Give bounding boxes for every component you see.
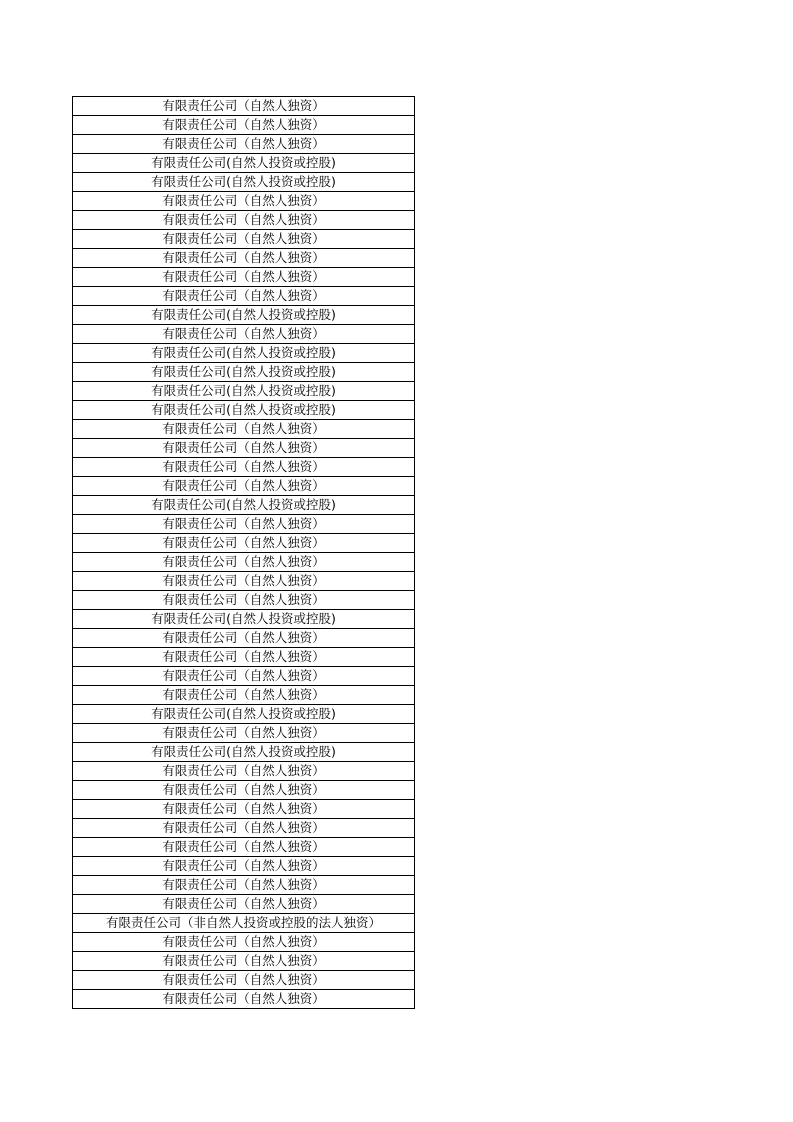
company-type-cell[interactable]: 有限责任公司（自然人独资） <box>73 515 415 534</box>
company-type-cell[interactable]: 有限责任公司（自然人独资） <box>73 876 415 895</box>
table-row <box>73 306 415 325</box>
company-type-cell[interactable]: 有限责任公司（自然人独资） <box>73 211 415 230</box>
company-type-cell[interactable]: 有限责任公司（自然人独资） <box>73 268 415 287</box>
company-type-cell[interactable]: 有限责任公司（自然人独资） <box>73 857 415 876</box>
company-type-cell[interactable]: 有限责任公司（自然人独资） <box>73 458 415 477</box>
company-type-cell[interactable]: 有限责任公司(自然人投资或控股) <box>73 705 415 724</box>
table-row <box>73 819 415 838</box>
company-type-cell[interactable]: 有限责任公司（自然人独资） <box>73 553 415 572</box>
table-row <box>73 762 415 781</box>
company-type-cell[interactable]: 有限责任公司（自然人独资） <box>73 325 415 344</box>
table-row <box>73 553 415 572</box>
company-type-cell[interactable]: 有限责任公司（自然人独资） <box>73 572 415 591</box>
company-type-cell[interactable]: 有限责任公司（自然人独资） <box>73 800 415 819</box>
table-row <box>73 496 415 515</box>
company-type-cell[interactable]: 有限责任公司（自然人独资） <box>73 990 415 1009</box>
table-row <box>73 667 415 686</box>
table-row <box>73 629 415 648</box>
table-row <box>73 686 415 705</box>
table-row <box>73 97 415 116</box>
table-row <box>73 781 415 800</box>
company-type-cell[interactable]: 有限责任公司（自然人独资） <box>73 116 415 135</box>
company-type-cell[interactable]: 有限责任公司（自然人独资） <box>73 420 415 439</box>
company-type-cell[interactable]: 有限责任公司（自然人独资） <box>73 135 415 154</box>
table-row <box>73 572 415 591</box>
company-type-cell[interactable]: 有限责任公司（自然人独资） <box>73 477 415 496</box>
company-type-cell[interactable]: 有限责任公司（自然人独资） <box>73 971 415 990</box>
company-type-cell[interactable]: 有限责任公司（自然人独资） <box>73 439 415 458</box>
table-row <box>73 344 415 363</box>
company-type-cell[interactable]: 有限责任公司(自然人投资或控股) <box>73 154 415 173</box>
table-row <box>73 458 415 477</box>
company-type-cell[interactable]: 有限责任公司（非自然人投资或控股的法人独资） <box>73 914 415 933</box>
table-row <box>73 382 415 401</box>
company-type-cell[interactable]: 有限责任公司（自然人独资） <box>73 724 415 743</box>
table-row <box>73 705 415 724</box>
company-type-cell[interactable]: 有限责任公司（自然人独资） <box>73 819 415 838</box>
table-body <box>73 97 415 1009</box>
table-row <box>73 192 415 211</box>
table-row <box>73 439 415 458</box>
company-type-cell[interactable]: 有限责任公司（自然人独资） <box>73 933 415 952</box>
company-type-table <box>72 96 415 1009</box>
table-row <box>73 420 415 439</box>
company-type-cell[interactable]: 有限责任公司（自然人独资） <box>73 895 415 914</box>
table-row <box>73 952 415 971</box>
company-type-cell[interactable]: 有限责任公司（自然人独资） <box>73 686 415 705</box>
company-type-cell[interactable]: 有限责任公司(自然人投资或控股) <box>73 496 415 515</box>
table-row <box>73 914 415 933</box>
table-row <box>73 515 415 534</box>
company-type-cell[interactable]: 有限责任公司（自然人独资） <box>73 534 415 553</box>
table-row <box>73 325 415 344</box>
table-row <box>73 895 415 914</box>
company-type-cell[interactable]: 有限责任公司（自然人独资） <box>73 97 415 116</box>
company-type-cell[interactable]: 有限责任公司（自然人独资） <box>73 230 415 249</box>
table-row <box>73 363 415 382</box>
company-type-cell[interactable]: 有限责任公司(自然人投资或控股) <box>73 382 415 401</box>
table-row <box>73 477 415 496</box>
table-row <box>73 876 415 895</box>
table-row <box>73 857 415 876</box>
table-row <box>73 268 415 287</box>
table-row <box>73 724 415 743</box>
table-row <box>73 838 415 857</box>
company-type-cell[interactable]: 有限责任公司（自然人独资） <box>73 249 415 268</box>
table-row <box>73 230 415 249</box>
company-type-cell[interactable]: 有限责任公司（自然人独资） <box>73 667 415 686</box>
table-row <box>73 287 415 306</box>
table-row <box>73 990 415 1009</box>
table-row <box>73 743 415 762</box>
company-type-cell[interactable]: 有限责任公司(自然人投资或控股) <box>73 173 415 192</box>
table-row <box>73 249 415 268</box>
company-type-cell[interactable]: 有限责任公司（自然人独资） <box>73 287 415 306</box>
company-type-cell[interactable]: 有限责任公司（自然人独资） <box>73 629 415 648</box>
table-row <box>73 173 415 192</box>
table-row <box>73 591 415 610</box>
table-row <box>73 154 415 173</box>
table-row <box>73 211 415 230</box>
company-type-cell[interactable]: 有限责任公司(自然人投资或控股) <box>73 401 415 420</box>
company-type-cell[interactable]: 有限责任公司(自然人投资或控股) <box>73 344 415 363</box>
table-row <box>73 401 415 420</box>
table-row <box>73 135 415 154</box>
company-type-cell[interactable]: 有限责任公司（自然人独资） <box>73 952 415 971</box>
table-row <box>73 800 415 819</box>
table-row <box>73 648 415 667</box>
company-type-cell[interactable]: 有限责任公司（自然人独资） <box>73 762 415 781</box>
company-type-cell[interactable]: 有限责任公司(自然人投资或控股) <box>73 610 415 629</box>
company-type-cell[interactable]: 有限责任公司(自然人投资或控股) <box>73 743 415 762</box>
table-row <box>73 534 415 553</box>
table-row <box>73 933 415 952</box>
company-type-cell[interactable]: 有限责任公司（自然人独资） <box>73 781 415 800</box>
table-row <box>73 116 415 135</box>
company-type-cell[interactable]: 有限责任公司(自然人投资或控股) <box>73 363 415 382</box>
table-row <box>73 610 415 629</box>
company-type-cell[interactable]: 有限责任公司（自然人独资） <box>73 838 415 857</box>
company-type-cell[interactable]: 有限责任公司(自然人投资或控股) <box>73 306 415 325</box>
company-type-cell[interactable]: 有限责任公司（自然人独资） <box>73 591 415 610</box>
table-row <box>73 971 415 990</box>
company-type-cell[interactable]: 有限责任公司（自然人独资） <box>73 192 415 211</box>
company-type-cell[interactable]: 有限责任公司（自然人独资） <box>73 648 415 667</box>
